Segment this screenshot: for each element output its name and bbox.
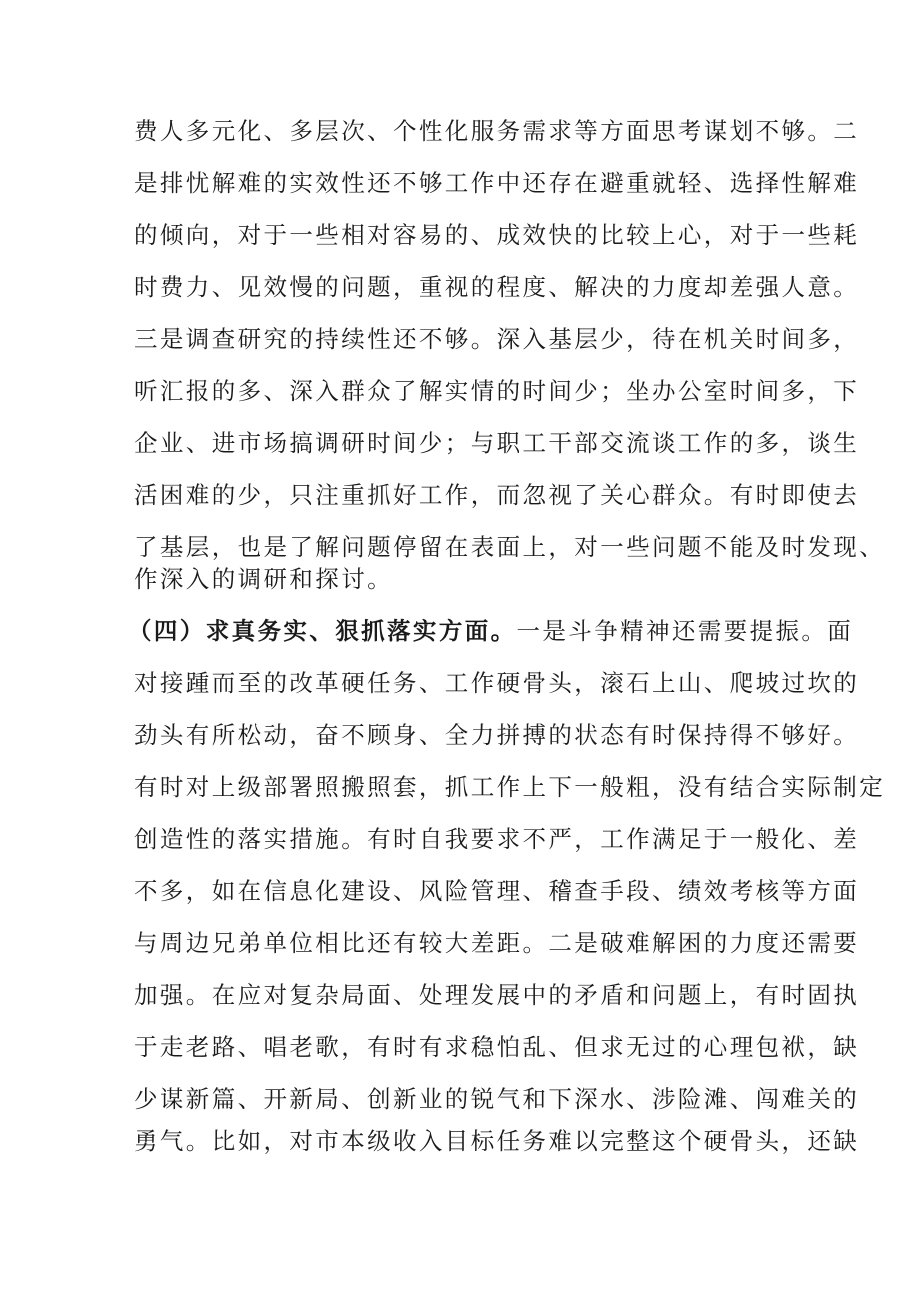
paragraph-line: 了基层，也是了解问题停留在表面上，对一些问题不能及时发现、 [134,533,886,561]
paragraph-line: 加强。在应对复杂局面、处理发展中的矛盾和问题上，有时固执 [134,981,860,1009]
paragraph-line: 对接踵而至的改革硬任务、工作硬骨头，滚石上山、爬坡过坎的 [134,669,860,697]
paragraph-line: 劲头有所松动，奋不顾身、全力拼搏的状态有时保持得不够好。 [134,721,860,749]
paragraph-line: 作深入的调研和探讨。 [134,565,393,593]
paragraph-line: 勇气。比如，对市本级收入目标任务难以完整这个硬骨头，还缺 [134,1127,860,1155]
paragraph-line: 创造性的落实措施。有时自我要求不严，工作满足于一般化、差 [134,825,860,853]
paragraph-line: 少谋新篇、开新局、创新业的锐气和下深水、涉险滩、闯难关的 [134,1085,860,1113]
paragraph-line: 是排忧解难的实效性还不够工作中还存在避重就轻、选择性解难 [134,169,860,197]
paragraph-line: 时费力、见效慢的问题，重视的程度、解决的力度却差强人意。 [134,273,860,301]
paragraph-line: 费人多元化、多层次、个性化服务需求等方面思考谋划不够。二 [134,117,860,145]
paragraph-line: 有时对上级部署照搬照套，抓工作上下一般粗，没有结合实际制定 [134,773,886,801]
paragraph-line: 的倾向，对于一些相对容易的、成效快的比较上心，对于一些耗 [134,221,860,249]
paragraph-line: 于走老路、唱老歌，有时有求稳怕乱、但求无过的心理包袱，缺 [134,1033,860,1061]
paragraph-line: 活困难的少，只注重抓好工作，而忽视了关心群众。有时即使去 [134,481,860,509]
paragraph-line: 三是调查研究的持续性还不够。深入基层少，待在机关时间多， [134,325,860,353]
paragraph-line: 听汇报的多、深入群众了解实情的时间少；坐办公室时间多，下 [134,377,860,405]
paragraph-line: 企业、进市场搞调研时间少；与职工干部交流谈工作的多，谈生 [134,429,860,457]
section-heading: （四）求真务实、狠抓落实方面。 [128,617,517,645]
section-first-line [128,611,854,651]
paragraph-line: 与周边兄弟单位相比还有较大差距。二是破难解困的力度还需要 [134,929,860,957]
paragraph-line: 不多，如在信息化建设、风险管理、稽查手段、绩效考核等方面 [134,877,860,905]
section-first-line-text: 一是斗争精神还需要提振。面 [516,617,854,645]
